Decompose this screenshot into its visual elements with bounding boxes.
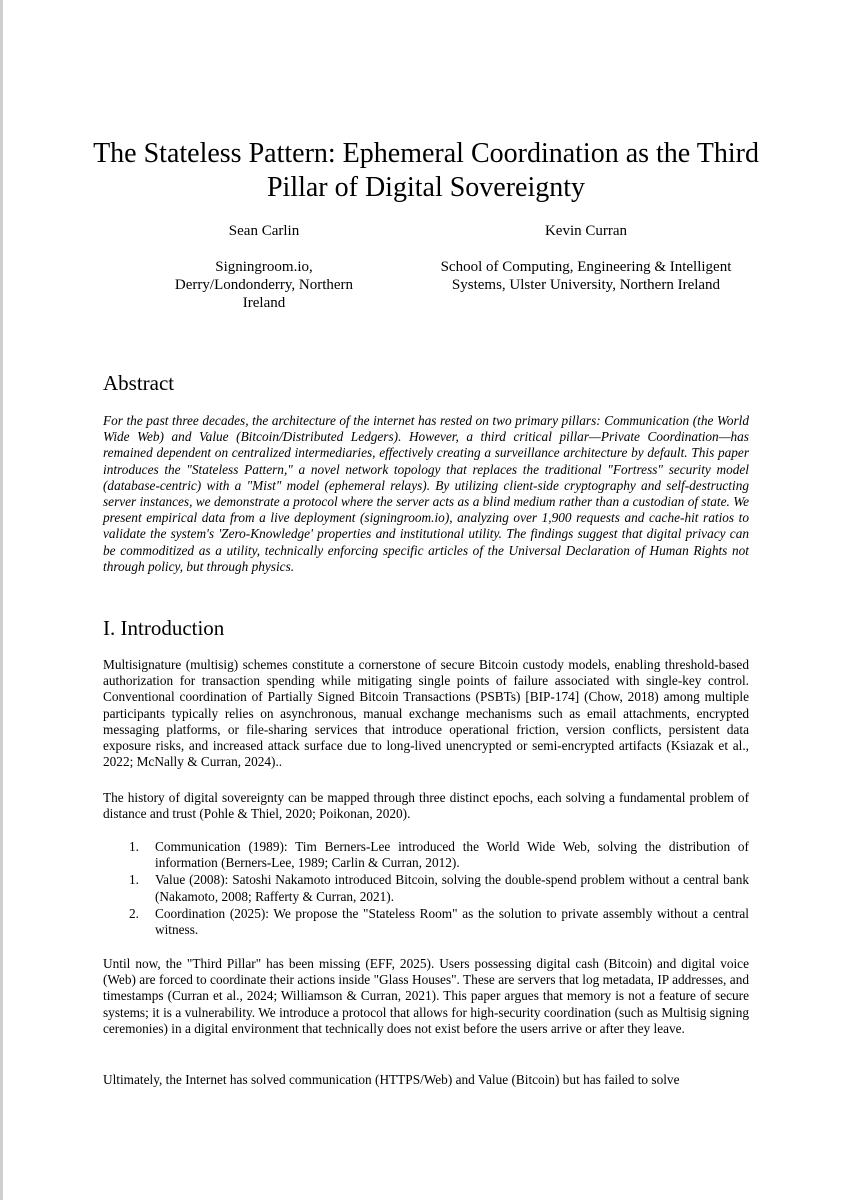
list-item-text: Value (2008): Satoshi Nakamoto introduced Bitcoin, solving the double-spend problem without a central bank (Nakamoto, 2008; Rafferty & Curran, 2021). — [155, 872, 749, 904]
list-item — [103, 839, 749, 871]
abstract-text: For the past three decades, the architecture of the internet has rested on two primary pillars: Communication (the World Wide Web) and Value (Bitcoin/Distributed Ledgers). However, a third critical pillar—Private Coordination—has remained dependent on centralized intermediaries, effectively creating a surveillance architecture by default. This paper introduces the "Stateless Pattern," a novel network topology that replaces the traditional "Fortress" security model (database-centric) with a "Mist" model (ephemeral relays). By utilizing client-side cryptography and self-destructing server instances, we demonstrate a protocol where the server acts as a blind medium rather than a custodian of state. We present empirical data from a live deployment (signingroom.io), analyzing over 1,900 requests and cache-hit ratios to validate the system's 'Zero-Knowledge' properties and institutional utility. The findings suggest that digital privacy can be commoditized as a utility, technically enforcing specific articles of the Universal Declaration of Human Rights not through policy, but through physics. — [103, 413, 749, 574]
list-item-number: 1. — [129, 872, 139, 888]
body-paragraph: The history of digital sovereignty can be mapped through three distinct epochs, each solving a fundamental problem of distance and trust (Pohle & Thiel, 2020; Poikonan, 2020). — [103, 790, 749, 822]
introduction-heading: I. Introduction — [103, 616, 225, 640]
body-paragraph: Multisignature (multisig) schemes constitute a cornerstone of secure Bitcoin custody models, enabling threshold-based authorization for transaction spending while mitigating single points of failure associated with single-key control. Conventional coordination of Partially Signed Bitcoin Transactions (PSBTs) [BIP-174] (Chow, 2018) among multiple participants typically relies on asynchronous, manual exchange mechanisms such as email attachments, encrypted messaging platforms, or file-sharing services that introduce operational friction, version conflicts, persistent data exposure risks, and increased attack surface due to long-lived unencrypted or semi-encrypted artifacts (Ksiazak et al., 2022; McNally & Curran, 2024).. — [103, 657, 749, 770]
abstract-heading: Abstract — [103, 371, 175, 395]
list-item — [103, 872, 749, 904]
list-item — [103, 906, 749, 938]
paper-title: The Stateless Pattern: Ephemeral Coordination as the Third Pillar of Digital Sovereignty — [93, 137, 759, 203]
author-block — [159, 222, 369, 312]
body-paragraph: Until now, the "Third Pillar" has been missing (EFF, 2025). Users possessing digital cash (Bitcoin) and digital voice (Web) are forced to coordinate their actions inside "Glass Houses". These are servers that log metadata, IP addresses, and timestamps (Curran et al., 2024; Williamson & Curran, 2021). This paper argues that memory is not a feature of secure systems; it is a vulnerability. We introduce a protocol that allows for high-security coordination (such as Multisig signing ceremonies) in a digital environment that technically does not exist before the users arrive or after they leave. — [103, 956, 749, 1036]
list-item-number: 2. — [129, 905, 139, 921]
author-affiliation: Signingroom.io, Derry/Londonderry, Northern Ireland — [174, 259, 354, 311]
body-paragraph: Ultimately, the Internet has solved communication (HTTPS/Web) and Value (Bitcoin) but has failed to solve — [103, 1072, 680, 1087]
list-item-text: Communication (1989): Tim Berners-Lee introduced the World Wide Web, solving the distribution of information (Berners-Lee, 1989; Carlin & Curran, 2012). — [155, 839, 749, 871]
author-affiliation: School of Computing, Engineering & Intelligent Systems, Ulster University, Northern Ireland — [440, 259, 732, 293]
author-block — [423, 222, 749, 294]
author-name: Sean Carlin — [228, 223, 300, 239]
list-item-number: 1. — [129, 839, 139, 854]
author-name: Kevin Curran — [544, 223, 628, 239]
epochs-list — [103, 839, 749, 939]
list-item-text: Coordination (2025): We propose the "Stateless Room" as the solution to private assembly without a central witness. — [155, 905, 749, 938]
page-edge — [0, 0, 3, 1200]
